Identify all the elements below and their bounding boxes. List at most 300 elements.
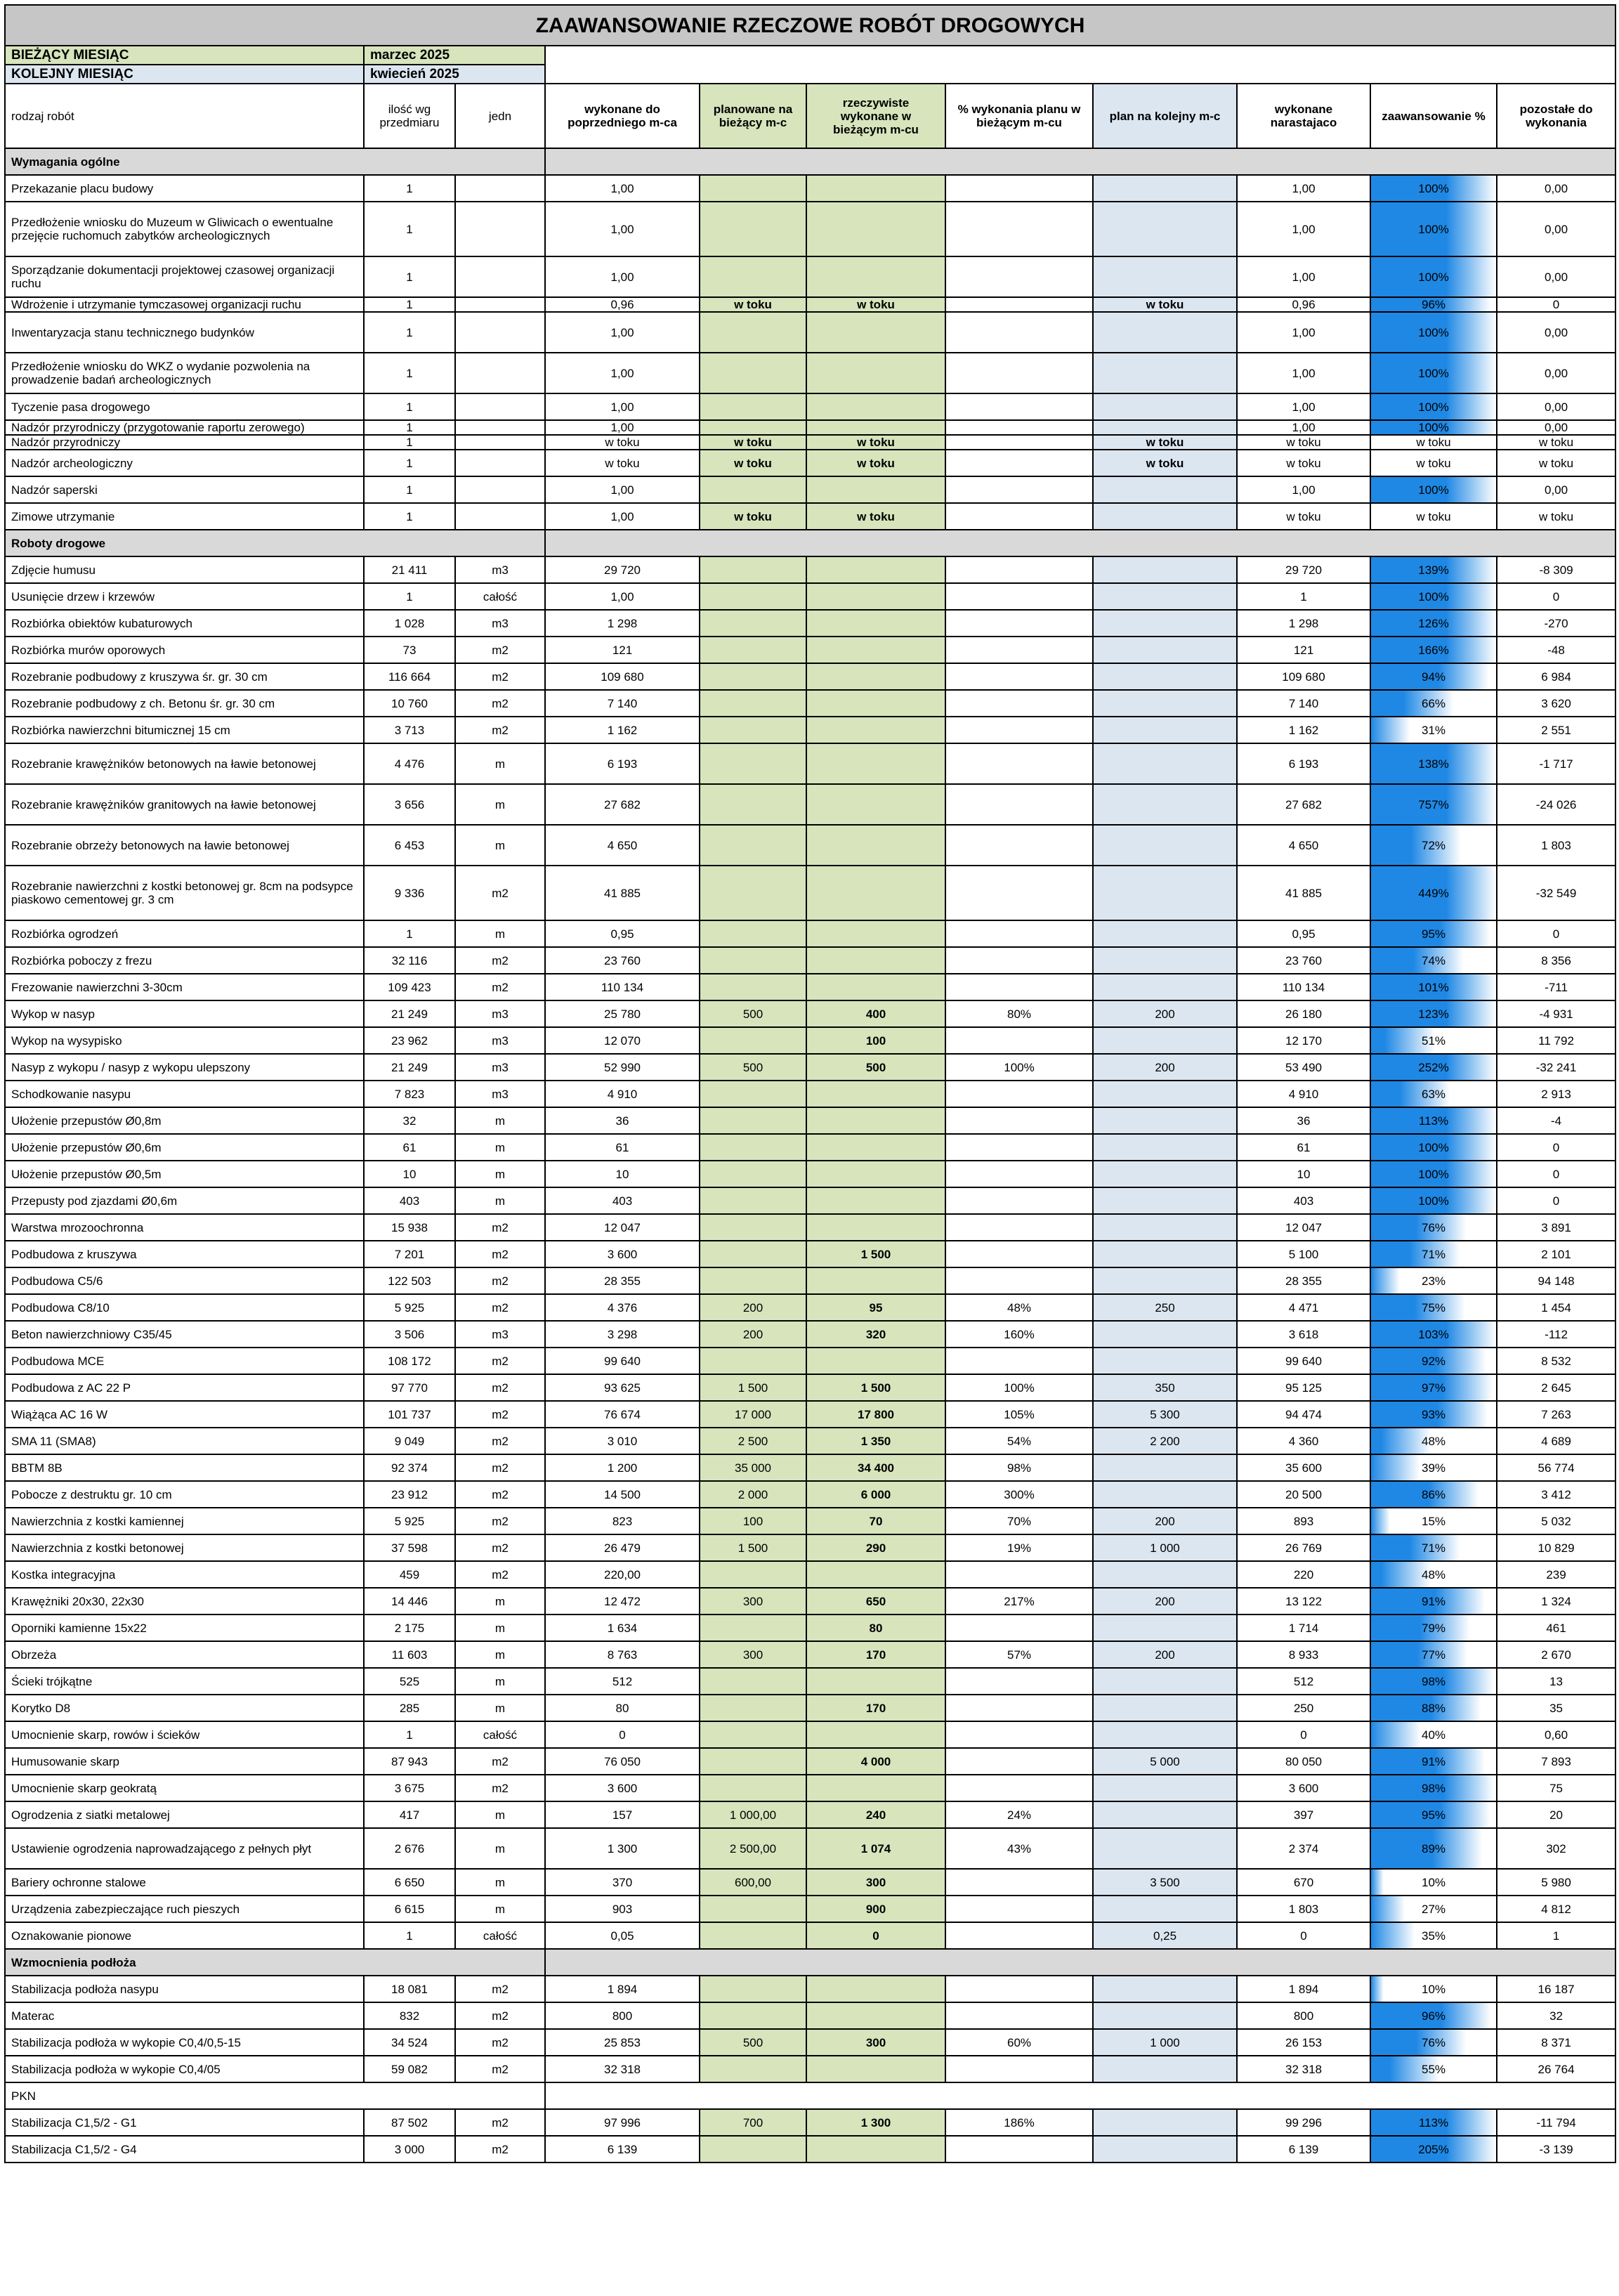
cell-done-cumulative: 27 682 (1237, 784, 1370, 825)
cell-plan-next: 5 000 (1093, 1748, 1237, 1775)
cell-remaining: 0 (1497, 1187, 1615, 1214)
cell-unit: m (455, 1695, 545, 1721)
cell-progress: 15% (1370, 1508, 1497, 1534)
cell-unit: m (455, 1801, 545, 1828)
cell-remaining: 1 324 (1497, 1588, 1615, 1615)
cell-planned-current: 300 (700, 1588, 806, 1615)
cell-done-previous: w toku (545, 435, 700, 450)
cell-actual-current (806, 1081, 945, 1107)
cell-actual-current (806, 1775, 945, 1801)
cell-plan-percent (945, 1922, 1093, 1949)
cell-done-cumulative: 26 153 (1237, 2029, 1370, 2056)
cell-quantity: 9 049 (364, 1428, 455, 1454)
cell-planned-current (700, 947, 806, 974)
cell-work-type: Oporniki kamienne 15x22 (5, 1615, 364, 1641)
cell-plan-percent: 217% (945, 1588, 1093, 1615)
cell-remaining: 20 (1497, 1801, 1615, 1828)
cell-planned-current (700, 825, 806, 866)
cell-actual-current (806, 610, 945, 637)
cell-work-type: SMA 11 (SMA8) (5, 1428, 364, 1454)
cell-plan-next (1093, 256, 1237, 297)
cell-quantity: 23 912 (364, 1481, 455, 1508)
current-month-row (5, 46, 1615, 65)
cell-plan-next (1093, 476, 1237, 503)
cell-actual-current (806, 920, 945, 947)
cell-unit: m3 (455, 1000, 545, 1027)
cell-actual-current (806, 1348, 945, 1374)
cell-plan-next (1093, 2056, 1237, 2082)
table-row (5, 947, 1615, 974)
cell-remaining: 94 148 (1497, 1267, 1615, 1294)
cell-quantity: 3 000 (364, 2136, 455, 2163)
cell-progress: 97% (1370, 1374, 1497, 1401)
cell-plan-percent (945, 947, 1093, 974)
cell-actual-current: 900 (806, 1896, 945, 1922)
cell-plan-percent (945, 1187, 1093, 1214)
cell-progress: 31% (1370, 717, 1497, 743)
cell-planned-current: 1 000,00 (700, 1801, 806, 1828)
cell-work-type: Ogrodzenia z siatki metalowej (5, 1801, 364, 1828)
cell-done-previous: 1 300 (545, 1828, 700, 1869)
cell-work-type: Nasyp z wykopu / nasyp z wykopu ulepszony (5, 1054, 364, 1081)
cell-remaining: 0,00 (1497, 256, 1615, 297)
cell-done-cumulative: 28 355 (1237, 1267, 1370, 1294)
cell-unit: m2 (455, 1428, 545, 1454)
cell-unit: m (455, 1869, 545, 1896)
cell-work-type: Nadzór przyrodniczy (przygotowanie raportu zerowego) (5, 420, 364, 435)
cell-actual-current: 500 (806, 1054, 945, 1081)
cell-done-previous: 1 894 (545, 1976, 700, 2002)
cell-remaining: 32 (1497, 2002, 1615, 2029)
cell-actual-current: 170 (806, 1695, 945, 1721)
cell-plan-next (1093, 503, 1237, 530)
cell-work-type: Tyczenie pasa drogowego (5, 393, 364, 420)
cell-progress: 74% (1370, 947, 1497, 974)
cell-plan-next (1093, 1107, 1237, 1134)
cell-work-type: Rozbiórka ogrodzeń (5, 920, 364, 947)
cell-plan-next (1093, 690, 1237, 717)
cell-done-cumulative: w toku (1237, 503, 1370, 530)
progress-table (4, 4, 1616, 2163)
cell-plan-next (1093, 1348, 1237, 1374)
cell-done-cumulative: 80 050 (1237, 1748, 1370, 1775)
cell-remaining: 1 803 (1497, 825, 1615, 866)
cell-quantity: 6 650 (364, 1869, 455, 1896)
cell-actual-current: 290 (806, 1534, 945, 1561)
cell-done-previous: 12 070 (545, 1027, 700, 1054)
cell-progress: 123% (1370, 1000, 1497, 1027)
cell-progress: 27% (1370, 1896, 1497, 1922)
cell-progress: 100% (1370, 420, 1497, 435)
cell-unit: m3 (455, 1027, 545, 1054)
table-row (5, 1401, 1615, 1428)
cell-unit: m2 (455, 1454, 545, 1481)
cell-remaining: -32 549 (1497, 866, 1615, 920)
cell-planned-current (700, 1241, 806, 1267)
cell-progress: 40% (1370, 1721, 1497, 1748)
cell-done-cumulative: 13 122 (1237, 1588, 1370, 1615)
cell-quantity: 7 823 (364, 1081, 455, 1107)
table-row (5, 974, 1615, 1000)
cell-done-previous: 99 640 (545, 1348, 700, 1374)
cell-unit (455, 450, 545, 476)
cell-done-previous: 1 200 (545, 1454, 700, 1481)
cell-plan-percent (945, 784, 1093, 825)
table-row (5, 353, 1615, 393)
cell-work-type: Rozebranie podbudowy z ch. Betonu śr. gr. 30 cm (5, 690, 364, 717)
cell-actual-current: 650 (806, 1588, 945, 1615)
cell-unit: m3 (455, 1054, 545, 1081)
cell-remaining: 10 829 (1497, 1534, 1615, 1561)
cell-plan-percent (945, 1748, 1093, 1775)
cell-plan-next (1093, 1615, 1237, 1641)
table-row (5, 435, 1615, 450)
cell-actual-current (806, 1187, 945, 1214)
cell-planned-current: 700 (700, 2109, 806, 2136)
cell-remaining: 239 (1497, 1561, 1615, 1588)
cell-unit: m2 (455, 866, 545, 920)
table-row (5, 1869, 1615, 1896)
cell-done-cumulative: 6 139 (1237, 2136, 1370, 2163)
cell-work-type: BBTM 8B (5, 1454, 364, 1481)
cell-work-type: Wiążąca AC 16 W (5, 1401, 364, 1428)
cell-planned-current: 300 (700, 1641, 806, 1668)
table-row (5, 1348, 1615, 1374)
cell-done-previous: 23 760 (545, 947, 700, 974)
cell-planned-current (700, 2136, 806, 2163)
cell-done-previous: 0,96 (545, 297, 700, 312)
table-row (5, 312, 1615, 353)
cell-actual-current (806, 1668, 945, 1695)
cell-work-type: Zdjęcie humusu (5, 556, 364, 583)
cell-work-type: Nawierzchnia z kostki betonowej (5, 1534, 364, 1561)
cell-progress: 93% (1370, 1401, 1497, 1428)
cell-progress: 92% (1370, 1348, 1497, 1374)
cell-progress: 757% (1370, 784, 1497, 825)
cell-quantity: 1 (364, 353, 455, 393)
cell-plan-next: 1 000 (1093, 2029, 1237, 2056)
cell-quantity: 15 938 (364, 1214, 455, 1241)
cell-progress: 94% (1370, 663, 1497, 690)
cell-unit: m2 (455, 637, 545, 663)
table-row (5, 1000, 1615, 1027)
cell-work-type: Stabilizacja podłoża w wykopie C0,4/05 (5, 2056, 364, 2082)
progress-sheet (4, 4, 1615, 2163)
cell-unit: m3 (455, 1321, 545, 1348)
cell-plan-next (1093, 717, 1237, 743)
cell-done-cumulative: 23 760 (1237, 947, 1370, 974)
table-row (5, 1374, 1615, 1401)
cell-planned-current (700, 743, 806, 784)
col-header-remaining: pozostałe do wykonania (1497, 84, 1615, 148)
section-blank (545, 1949, 1615, 1976)
cell-progress: 71% (1370, 1241, 1497, 1267)
cell-plan-next: 250 (1093, 1294, 1237, 1321)
cell-plan-percent (945, 1027, 1093, 1054)
table-row (5, 2056, 1615, 2082)
cell-work-type: Przekazanie placu budowy (5, 175, 364, 202)
cell-remaining: 1 (1497, 1922, 1615, 1949)
cell-done-previous: 25 780 (545, 1000, 700, 1027)
cell-quantity: 2 676 (364, 1828, 455, 1869)
cell-progress: 252% (1370, 1054, 1497, 1081)
cell-quantity: 32 (364, 1107, 455, 1134)
table-row (5, 2109, 1615, 2136)
cell-done-previous: 52 990 (545, 1054, 700, 1081)
cell-done-previous: 1,00 (545, 353, 700, 393)
cell-quantity: 116 664 (364, 663, 455, 690)
cell-done-cumulative: 4 650 (1237, 825, 1370, 866)
cell-actual-current: 240 (806, 1801, 945, 1828)
cell-quantity: 61 (364, 1134, 455, 1161)
cell-planned-current: 200 (700, 1294, 806, 1321)
table-row (5, 556, 1615, 583)
cell-actual-current: w toku (806, 503, 945, 530)
cell-remaining: 2 101 (1497, 1241, 1615, 1267)
cell-done-cumulative: 1,00 (1237, 256, 1370, 297)
cell-actual-current: 95 (806, 1294, 945, 1321)
cell-work-type: Przedłożenie wniosku do Muzeum w Gliwicach o ewentualne przejęcie ruchomuch zabytków archeologicznych (5, 202, 364, 256)
cell-progress: 95% (1370, 1801, 1497, 1828)
cell-done-previous: 1 634 (545, 1615, 700, 1641)
cell-work-type: Rozebranie nawierzchni z kostki betonowej gr. 8cm na podsypce piaskowo cementowej gr. 3 cm (5, 866, 364, 920)
cell-remaining: 2 913 (1497, 1081, 1615, 1107)
cell-remaining: -48 (1497, 637, 1615, 663)
cell-planned-current (700, 1348, 806, 1374)
cell-work-type: Frezowanie nawierzchni 3-30cm (5, 974, 364, 1000)
cell-unit: m2 (455, 2029, 545, 2056)
table-row (5, 1134, 1615, 1161)
cell-done-cumulative: 1 (1237, 583, 1370, 610)
table-row (5, 610, 1615, 637)
cell-done-cumulative: 1,00 (1237, 175, 1370, 202)
cell-planned-current (700, 1027, 806, 1054)
cell-planned-current: 500 (700, 1000, 806, 1027)
cell-unit: m2 (455, 1267, 545, 1294)
cell-plan-next (1093, 420, 1237, 435)
cell-done-cumulative: 220 (1237, 1561, 1370, 1588)
cell-progress: 48% (1370, 1561, 1497, 1588)
cell-done-previous: 76 050 (545, 1748, 700, 1775)
cell-done-previous: 370 (545, 1869, 700, 1896)
cell-work-type: Podbudowa C8/10 (5, 1294, 364, 1321)
cell-done-previous: 1,00 (545, 202, 700, 256)
next-month-value: kwiecień 2025 (364, 65, 545, 84)
cell-planned-current (700, 202, 806, 256)
cell-plan-next (1093, 1828, 1237, 1869)
cell-plan-percent: 54% (945, 1428, 1093, 1454)
cell-progress: 48% (1370, 1428, 1497, 1454)
cell-progress: 100% (1370, 353, 1497, 393)
cell-plan-next (1093, 743, 1237, 784)
cell-work-type: Usunięcie drzew i krzewów (5, 583, 364, 610)
cell-work-type: Przepusty pod zjazdami Ø0,6m (5, 1187, 364, 1214)
section-row (5, 148, 1615, 175)
table-row (5, 825, 1615, 866)
cell-unit (455, 353, 545, 393)
cell-actual-current: w toku (806, 297, 945, 312)
cell-done-cumulative: 36 (1237, 1107, 1370, 1134)
table-row (5, 1588, 1615, 1615)
cell-plan-next (1093, 1187, 1237, 1214)
cell-done-cumulative: 20 500 (1237, 1481, 1370, 1508)
cell-progress: 76% (1370, 2029, 1497, 2056)
cell-done-cumulative: 26 769 (1237, 1534, 1370, 1561)
table-row (5, 583, 1615, 610)
section-row (5, 1949, 1615, 1976)
table-row (5, 784, 1615, 825)
title-row (5, 5, 1615, 46)
cell-done-previous: 0,05 (545, 1922, 700, 1949)
cell-work-type: Humusowanie skarp (5, 1748, 364, 1775)
cell-quantity: 59 082 (364, 2056, 455, 2082)
cell-actual-current (806, 1161, 945, 1187)
cell-plan-next (1093, 1695, 1237, 1721)
cell-done-previous: 32 318 (545, 2056, 700, 2082)
cell-done-previous: 36 (545, 1107, 700, 1134)
cell-plan-percent (945, 175, 1093, 202)
cell-progress: 51% (1370, 1027, 1497, 1054)
cell-planned-current: 500 (700, 2029, 806, 2056)
cell-remaining: -711 (1497, 974, 1615, 1000)
cell-quantity: 403 (364, 1187, 455, 1214)
cell-plan-next: 200 (1093, 1508, 1237, 1534)
table-row (5, 1775, 1615, 1801)
cell-work-type: Ułożenie przepustów Ø0,5m (5, 1161, 364, 1187)
table-row (5, 2002, 1615, 2029)
cell-unit: m2 (455, 1401, 545, 1428)
cell-plan-percent: 24% (945, 1801, 1093, 1828)
cell-work-type: Bariery ochronne stalowe (5, 1869, 364, 1896)
cell-actual-current (806, 866, 945, 920)
cell-quantity: 1 (364, 393, 455, 420)
cell-planned-current: 2 500 (700, 1428, 806, 1454)
cell-work-type: Przedłożenie wniosku do WKZ o wydanie pozwolenia na prowadzenie badań archeologicznych (5, 353, 364, 393)
cell-planned-current (700, 1214, 806, 1241)
cell-done-previous: 6 139 (545, 2136, 700, 2163)
cell-remaining: 6 984 (1497, 663, 1615, 690)
cell-planned-current (700, 610, 806, 637)
cell-actual-current (806, 743, 945, 784)
cell-done-cumulative: 397 (1237, 1801, 1370, 1828)
cell-progress: 100% (1370, 583, 1497, 610)
cell-progress: 101% (1370, 974, 1497, 1000)
cell-work-type: Nadzór saperski (5, 476, 364, 503)
cell-work-type: Materac (5, 2002, 364, 2029)
cell-done-previous: 110 134 (545, 974, 700, 1000)
cell-plan-percent (945, 202, 1093, 256)
cell-work-type: Nawierzchnia z kostki kamiennej (5, 1508, 364, 1534)
cell-done-cumulative: 26 180 (1237, 1000, 1370, 1027)
cell-planned-current (700, 637, 806, 663)
cell-quantity: 1 (364, 175, 455, 202)
cell-planned-current (700, 1134, 806, 1161)
cell-progress: 76% (1370, 1214, 1497, 1241)
cell-planned-current (700, 784, 806, 825)
cell-planned-current: 1 500 (700, 1374, 806, 1401)
cell-plan-percent (945, 1561, 1093, 1588)
cell-done-previous: 97 996 (545, 2109, 700, 2136)
cell-quantity: 1 (364, 583, 455, 610)
cell-plan-next (1093, 202, 1237, 256)
cell-plan-percent (945, 920, 1093, 947)
cell-progress: w toku (1370, 503, 1497, 530)
cell-done-previous: 10 (545, 1161, 700, 1187)
cell-unit: m2 (455, 1294, 545, 1321)
cell-actual-current: 80 (806, 1615, 945, 1641)
table-row (5, 1454, 1615, 1481)
cell-plan-percent (945, 1134, 1093, 1161)
cell-unit (455, 297, 545, 312)
cell-actual-current (806, 1214, 945, 1241)
table-row (5, 743, 1615, 784)
cell-unit: m2 (455, 1748, 545, 1775)
cell-done-cumulative: 1,00 (1237, 476, 1370, 503)
cell-quantity: 4 476 (364, 743, 455, 784)
cell-done-cumulative: 800 (1237, 2002, 1370, 2029)
cell-done-cumulative: 121 (1237, 637, 1370, 663)
cell-remaining: 75 (1497, 1775, 1615, 1801)
cell-plan-percent (945, 297, 1093, 312)
cell-plan-percent (945, 1896, 1093, 1922)
table-row (5, 1267, 1615, 1294)
cell-remaining: 11 792 (1497, 1027, 1615, 1054)
cell-plan-next (1093, 825, 1237, 866)
cell-plan-percent (945, 974, 1093, 1000)
cell-done-cumulative: 4 471 (1237, 1294, 1370, 1321)
cell-planned-current (700, 1695, 806, 1721)
table-row (5, 1481, 1615, 1508)
cell-done-cumulative: 2 374 (1237, 1828, 1370, 1869)
cell-done-cumulative: 10 (1237, 1161, 1370, 1187)
cell-unit: m2 (455, 1241, 545, 1267)
cell-quantity: 1 (364, 1721, 455, 1748)
cell-plan-percent (945, 663, 1093, 690)
cell-remaining: 35 (1497, 1695, 1615, 1721)
cell-unit: m (455, 1588, 545, 1615)
cell-progress: 10% (1370, 1869, 1497, 1896)
cell-work-type: Rozebranie krawężników betonowych na ławie betonowej (5, 743, 364, 784)
cell-done-cumulative: 670 (1237, 1869, 1370, 1896)
cell-progress: 79% (1370, 1615, 1497, 1641)
table-row (5, 1107, 1615, 1134)
cell-progress: 39% (1370, 1454, 1497, 1481)
cell-progress: 23% (1370, 1267, 1497, 1294)
cell-done-previous: 8 763 (545, 1641, 700, 1668)
cell-plan-next (1093, 1668, 1237, 1695)
subsection-row (5, 2082, 1615, 2109)
cell-remaining: 5 032 (1497, 1508, 1615, 1534)
table-row (5, 450, 1615, 476)
cell-done-previous: 1,00 (545, 420, 700, 435)
cell-quantity: 6 615 (364, 1896, 455, 1922)
cell-quantity: 108 172 (364, 1348, 455, 1374)
cell-plan-next: 200 (1093, 1000, 1237, 1027)
section-blank (545, 2082, 1615, 2109)
cell-actual-current (806, 476, 945, 503)
page-title: ZAAWANSOWANIE RZECZOWE ROBÓT DROGOWYCH (5, 5, 1615, 46)
cell-done-cumulative: 1,00 (1237, 312, 1370, 353)
cell-done-previous: 26 479 (545, 1534, 700, 1561)
cell-done-previous: 0,95 (545, 920, 700, 947)
cell-quantity: 3 506 (364, 1321, 455, 1348)
cell-plan-percent (945, 450, 1093, 476)
cell-progress: 95% (1370, 920, 1497, 947)
cell-progress: 96% (1370, 2002, 1497, 2029)
cell-done-previous: 3 600 (545, 1775, 700, 1801)
cell-plan-next (1093, 1481, 1237, 1508)
cell-planned-current (700, 2056, 806, 2082)
